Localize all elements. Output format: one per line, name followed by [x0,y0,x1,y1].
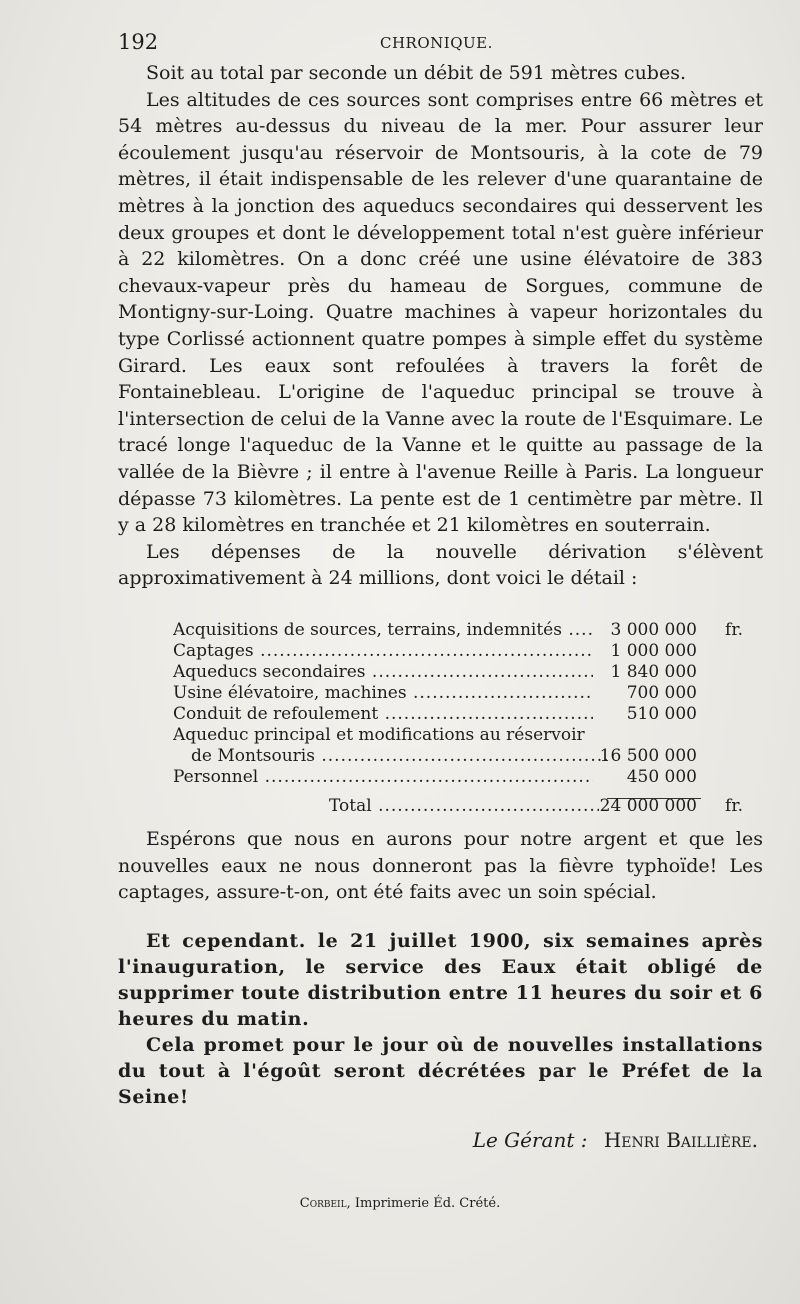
paragraph: Espérons que nous en aurons pour notre argent et que les nouvelles eaux ne nous donneront pas la fièvre typhoïde! Les captages, assure-t-on, ont été faits avec un soin spécial. [118,828,763,904]
expense-table [173,620,743,817]
expense-amount: 16 500 000 [599,746,697,766]
imprint-text: Imprimerie Éd. Crété. [354,1196,501,1211]
total-unit: fr. [725,796,743,816]
expense-row [173,683,743,704]
bold-paragraph: Et cependant. le 21 juillet 1900, six semaines après l'inauguration, le service des Eaux était obligé de supprimer toute distribution entre 11 heures du soir et 6 heures du matin. [118,930,763,1030]
imprint-city: Corbeil [299,1196,347,1211]
expense-label: Conduit de refoulement ..... [173,704,593,725]
signature-name: Henri Baillière. [603,1128,758,1152]
paragraph: Soit au total par seconde un débit de 591 mètres cubes. [146,62,687,84]
body-text [118,60,763,592]
paragraph: Les dépenses de la nouvelle dérivation s'élèvent approximativement à 24 millions, dont voici le détail : [118,540,763,590]
page-number: 192 [118,30,159,54]
expense-amount: 510 000 [626,704,697,724]
total-row [173,796,743,817]
expense-amount: 700 000 [626,683,697,703]
expense-label: Usine élévatoire, machines ..... [173,683,593,704]
expense-row [173,641,743,662]
expense-label: Captages ..... [173,641,593,662]
expense-row [173,620,743,641]
expense-row [173,746,743,767]
expense-label: Aqueduc principal et modifications au réservoir [173,725,585,745]
closing-text [118,826,763,906]
expense-row [173,704,743,725]
expense-amount: 450 000 [626,767,697,787]
expense-row [173,662,743,683]
expense-amount: 1 000 000 [610,641,697,661]
page-header [118,30,763,60]
expense-unit: fr. [725,620,743,640]
expense-label: de Montsouris ..... [191,746,611,767]
expense-amount: 1 840 000 [610,662,697,682]
expense-label: Personnel ..... [173,767,593,788]
expense-row [173,725,743,746]
signature-label: Le Gérant : [472,1128,588,1152]
bold-paragraph: Cela promet pour le jour où de nouvelles installations du tout à l'égoût seront décrétées par le Préfet de la Seine! [118,1034,763,1108]
total-amount: 24 000 000 [599,796,697,816]
expense-label: Aqueducs secondaires ..... [173,662,593,683]
imprint: Corbeil, Imprimerie Éd. Crété. [299,1196,501,1211]
paragraph: Les altitudes de ces sources sont comprises entre 66 mètres et 54 mètres au-dessus du niveau de la mer. Pour assurer leur écoulement jusqu'au réservoir de Montsouris, à la cote de 79 mètres, il était indispensable de les relever d'une quarantaine de mètres à la jonction des aqueducs secondaires qui desservent les deux groupes et dont le développement total n'est guère inférieur à 22 kilomètres. On a donc créé une usine élévatoire de 383 chevaux-vapeur près du hameau de Sorgues, commune de Montigny-sur-Loing. Quatre machines à vapeur horizontales du type Corlissé actionnent quatre pompes à simple effet du système Girard. Les eaux sont refoulées à travers la forêt de Fontainebleau. L'origine de l'aqueduc principal se trouve à l'intersection de celui de la Vanne avec la route de l'Esquimare. Le tracé longe l'aqueduc de la Vanne et le quitte au passage de la vallée de la Bièvre ; il entre à l'avenue Reille à Paris. La longueur dépasse 73 kilomètres. La pente est de 1 centimètre par mètre. Il y a 28 kilomètres en tranchée et 21 kilomètres en souterrain. [118,88,763,537]
expense-row [173,767,743,788]
total-label: Total ..... [329,796,599,817]
expense-amount: 3 000 000 [610,620,697,640]
signature [473,1128,758,1152]
bold-notice [118,928,763,1110]
running-head: CHRONIQUE. [380,34,493,52]
expense-label: Acquisitions de sources, terrains, indemnités ..... [173,620,593,641]
